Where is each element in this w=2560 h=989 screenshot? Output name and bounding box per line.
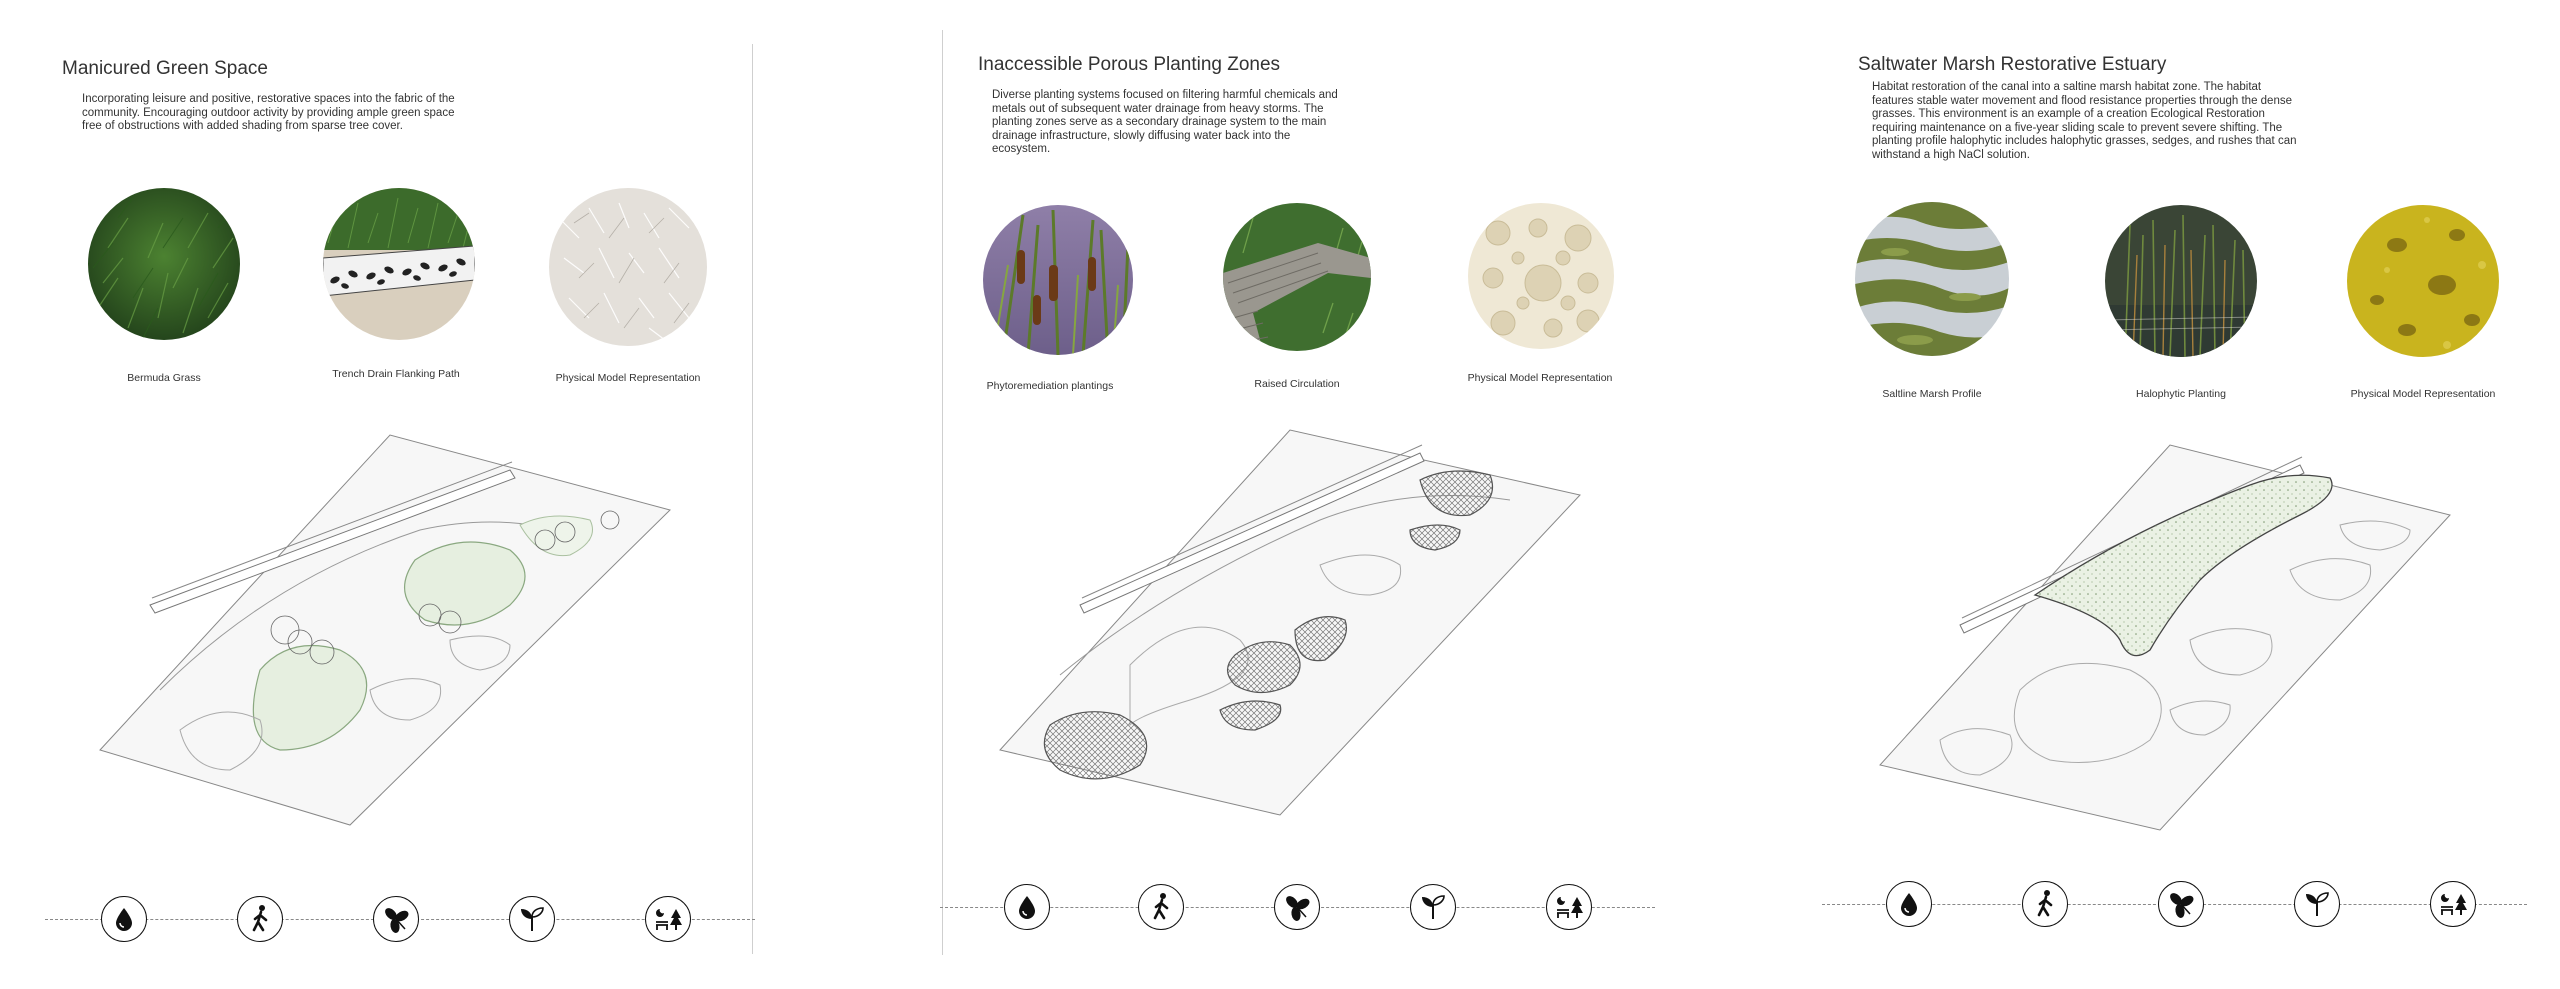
panel-title: Saltwater Marsh Restorative Estuary — [1858, 54, 2167, 75]
leaves-icon — [373, 896, 419, 942]
sprout-icon — [2294, 881, 2340, 927]
saltline-marsh-photo — [1855, 202, 2009, 356]
water-drop-icon — [1886, 881, 1932, 927]
leaves-icon — [2158, 881, 2204, 927]
axonometric-site-plan — [990, 425, 1590, 825]
caption: Trench Drain Flanking Path — [332, 368, 460, 380]
bench-tree-icon — [645, 896, 691, 942]
caption: Halophytic Planting — [2136, 388, 2226, 400]
caption: Raised Circulation — [1254, 378, 1340, 390]
axonometric-site-plan — [90, 430, 690, 830]
halophytic-planting-photo — [2105, 205, 2257, 357]
walking-person-icon — [2022, 881, 2068, 927]
sprout-icon — [509, 896, 555, 942]
bench-tree-icon — [1546, 884, 1592, 930]
bench-tree-icon — [2430, 881, 2476, 927]
caption: Physical Model Representation — [555, 372, 701, 384]
physical-model-photo — [2347, 205, 2499, 357]
phytoremediation-photo — [983, 205, 1133, 355]
sprout-icon — [1410, 884, 1456, 930]
physical-model-photo — [1468, 203, 1614, 349]
icon-row — [45, 894, 755, 944]
icon-row — [1822, 879, 2527, 929]
walking-person-icon — [237, 896, 283, 942]
panel-title: Manicured Green Space — [62, 58, 268, 79]
caption: Saltline Marsh Profile — [1882, 388, 1982, 400]
icon-row — [940, 882, 1655, 932]
panel-divider — [752, 44, 753, 954]
caption: Physical Model Representation — [1467, 372, 1613, 384]
panel-description: Incorporating leisure and positive, restorative spaces into the fabric of the community. Encouraging outdoor activity by providing ample green space free of obstructions with added shading from sparse tree cover. — [82, 93, 455, 132]
caption: Bermuda Grass — [127, 372, 201, 384]
caption: Physical Model Representation — [2350, 388, 2496, 400]
caption: Phytoremediation plantings — [986, 380, 1114, 392]
leaves-icon — [1274, 884, 1320, 930]
panel-title: Inaccessible Porous Planting Zones — [978, 54, 1281, 75]
walking-person-icon — [1138, 884, 1184, 930]
bermuda-grass-photo — [88, 188, 240, 340]
water-drop-icon — [101, 896, 147, 942]
panel-manicured-green-space — [0, 0, 750, 989]
physical-model-photo — [549, 188, 707, 346]
panel-description: Habitat restoration of the canal into a saltine marsh habitat zone. The habitat features stable water movement and flood resistance properties through the dense grasses. This environment is an example of a creation Ecological Restoration requiring maintenance on a five-year sliding scale to prevent severe shifting. The planting profile halophytic includes halophytic grasses, sedges, and rushes that can withstand a high NaCl solution. — [1872, 81, 2297, 161]
panel-description: Diverse planting systems focused on filtering harmful chemicals and metals out of subsequent water drainage from heavy storms. The planting zones serve as a secondary drainage system to the main drainage infrastructure, slowly diffusing water back into the ecosystem. — [992, 89, 1338, 155]
panel-porous-planting-zones — [940, 0, 1660, 989]
raised-circulation-photo — [1223, 203, 1371, 351]
axonometric-site-plan — [1870, 440, 2470, 840]
water-drop-icon — [1004, 884, 1050, 930]
trench-drain-photo — [323, 188, 475, 340]
panel-saltwater-marsh-estuary — [1820, 0, 2560, 989]
